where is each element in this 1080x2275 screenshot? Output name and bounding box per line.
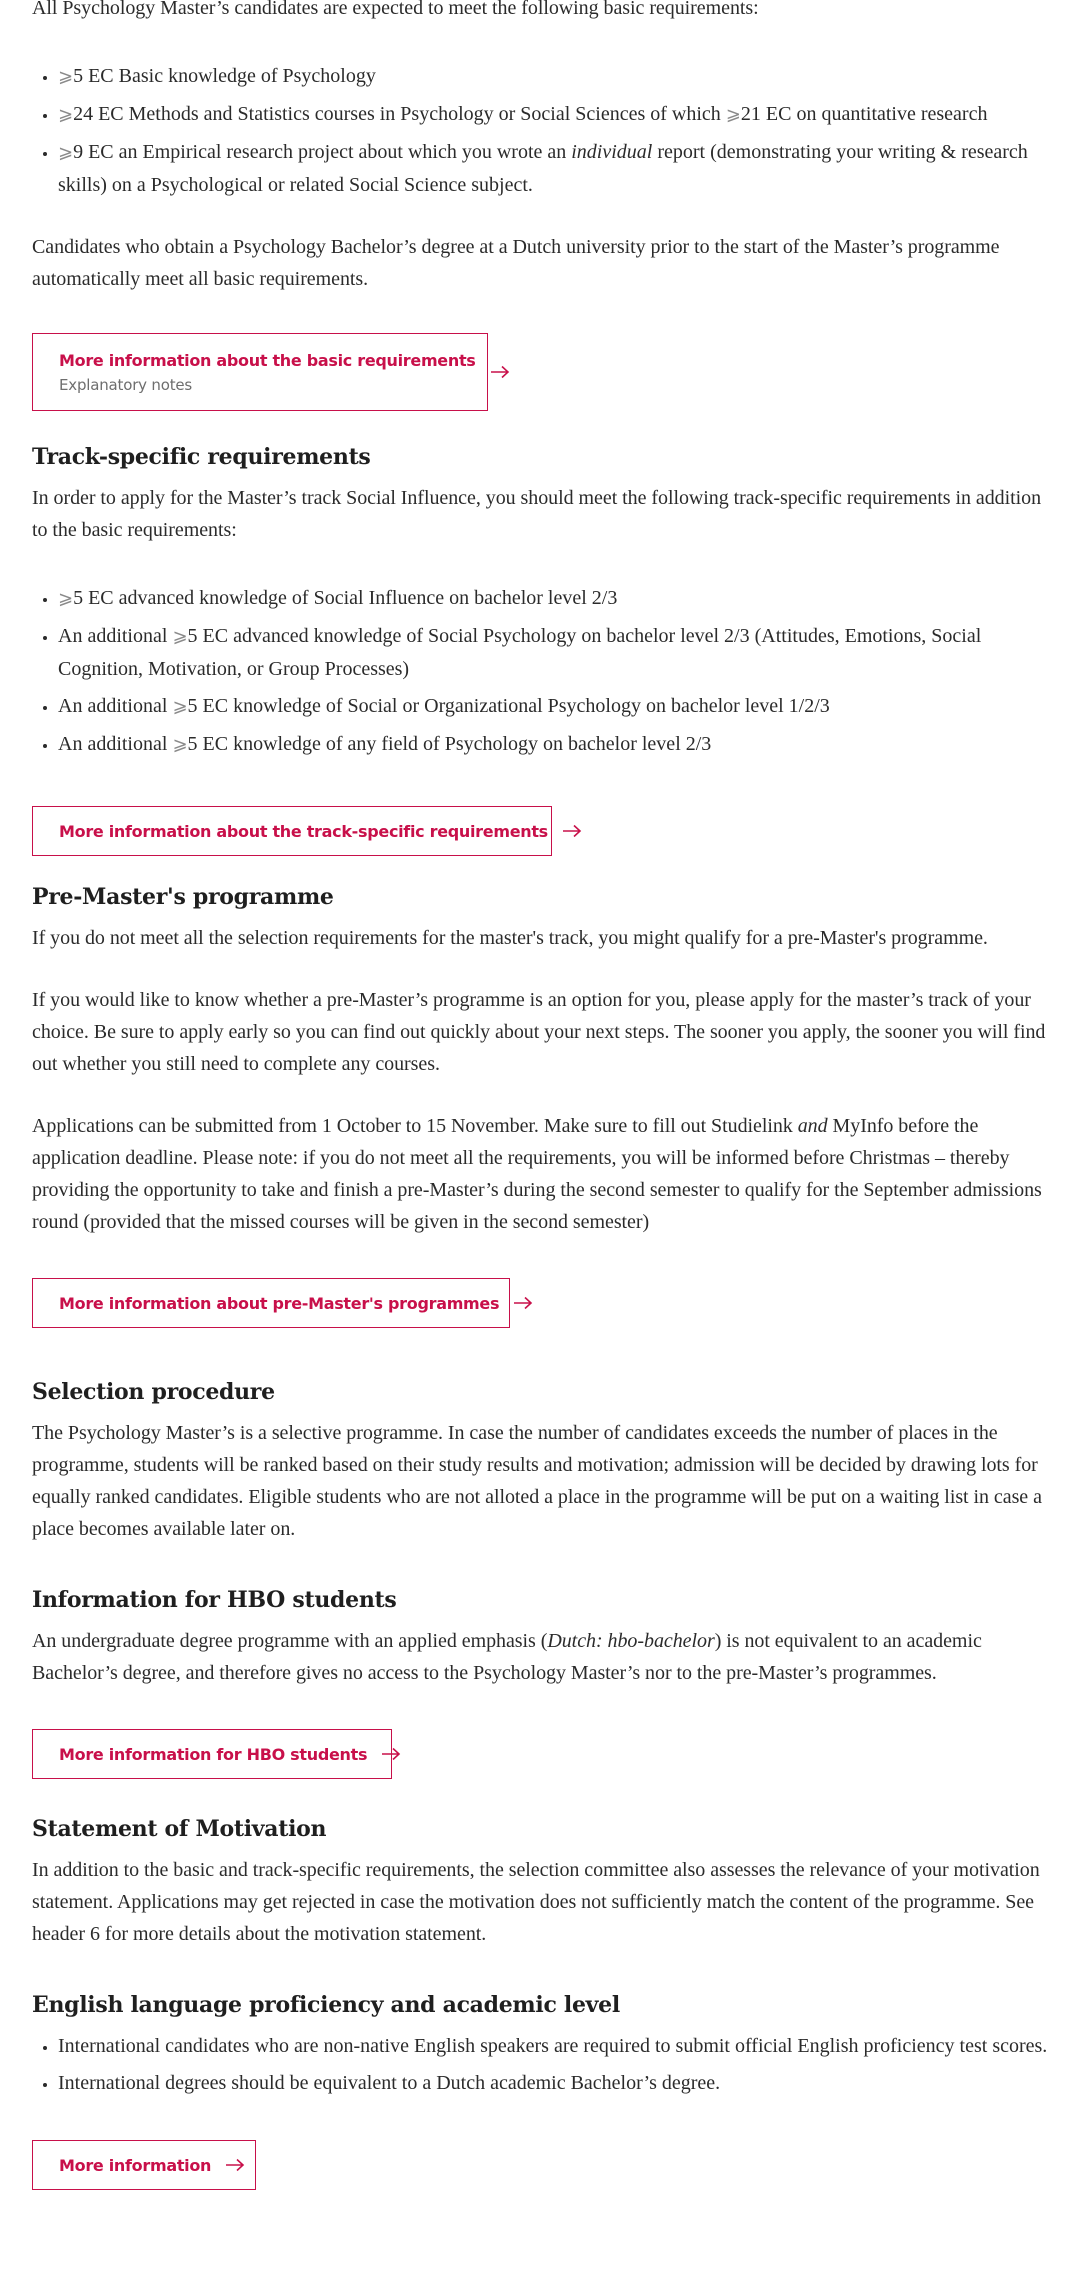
premaster-heading: Pre-Master's programme [32,884,334,910]
premaster-paragraph-2: If you would like to know whether a pre-Master’s programme is an option for you, please apply for the master’s track of your choice. Be sure to apply early so you can find out quickly about your next steps. The sooner you apply, the sooner you will find out whether you still need to complete any courses. [32,989,1046,1075]
button-label: More information about the basic requirements [59,350,476,370]
ge-symbol: ⩾ [725,104,741,125]
ge-symbol: ⩾ [58,66,74,87]
selection-paragraph: The Psychology Master’s is a selective programme. In case the number of candidates exceeds the number of places in the programme, students will be ranked based on their study results and motivation; admission will be decided by drawing lots for equally ranked candidates. Eligible students who are not alloted a place in the programme will be put on a waiting list in case a place becomes available later on. [32,1422,1042,1540]
list-item-text: report (demonstrating your writing & research skills) on a Psychological or related Social Science subject. [58,141,1028,196]
track-intro: In order to apply for the Master’s track Social Influence, you should meet the following track-specific requirements in addition to the basic requirements: [32,487,1042,541]
basic-requirements-list [32,60,1052,201]
hbo-paragraph [32,1625,1052,1689]
list-item: • International candidates who are non-native English speakers are required to submit official English proficiency test scores. [58,2030,1052,2062]
english-more-info-button[interactable] [32,2140,256,2190]
motivation-paragraph: In addition to the basic and track-specific requirements, the selection committee also assesses the relevance of your motivation statement. Applications may get rejected in case the motivation does not sufficiently match the content of the programme. See header 6 for more details about the motivation statement. [32,1859,1040,1945]
track-heading: Track-specific requirements [32,444,371,470]
list-item [58,136,1052,201]
emphasis-text: individual [571,141,653,163]
button-text-block [59,351,476,394]
basic-requirements-button[interactable] [32,333,488,411]
list-item [58,728,1052,761]
basic-requirements-section [32,0,1052,411]
emphasis-text: Dutch: hbo-bachelor [547,1630,715,1652]
list-item-prefix: An additional [58,695,173,717]
track-requirements-list [32,582,1052,761]
basic-note: Candidates who obtain a Psychology Bachelor’s degree at a Dutch university prior to the start of the Master’s programme automatically meet all basic requirements. [32,236,1000,290]
arrow-right-icon [562,824,582,838]
english-heading: English language proficiency and academic level [32,1992,620,2018]
motivation-heading: Statement of Motivation [32,1816,327,1842]
selection-section [32,1377,1052,1545]
arrow-right-icon [225,2158,245,2172]
list-item [58,582,1052,615]
button-label: More information about pre-Master's programmes [59,1293,500,1313]
ge-symbol: ⩾ [172,626,188,647]
hbo-heading: Information for HBO students [32,1587,397,1613]
paragraph-text: ) is not equivalent to an academic Bachelor’s degree, and therefore gives no access to the Psychology Master’s nor to the pre-Master’s programmes. [32,1630,982,1684]
button-label: More information [59,2155,212,2175]
list-item-text: 5 EC advanced knowledge of Social Influence on bachelor level 2/3 [73,587,618,609]
premaster-section [32,882,1052,1328]
track-requirements-button[interactable] [32,806,552,856]
ge-symbol: ⩾ [58,104,74,125]
list-item-prefix: An additional [58,733,173,755]
arrow-right-icon [381,1747,401,1761]
list-item [58,60,1052,93]
motivation-section [32,1814,1052,1950]
button-sublabel: Explanatory notes [59,375,193,394]
paragraph-text: An undergraduate degree programme with an applied emphasis ( [32,1630,548,1652]
hbo-section [32,1585,1052,1779]
english-section [32,1990,1052,2190]
track-requirements-section [32,442,1052,856]
english-requirements-list [32,2030,1052,2099]
paragraph-text: MyInfo before the application deadline. Please note: if you do not meet all the requirements, you will be informed before Christmas – thereby providing the opportunity to take and finish a pre-Master’s during the second semester to qualify for the September admissions round (provided that the missed courses will be given in the second semester) [32,1115,1042,1233]
list-item-prefix: An additional [58,625,173,647]
arrow-right-icon [490,365,510,379]
list-item-text: 5 EC advanced knowledge of Social Psychology on bachelor level 2/3 (Attitudes, Emotions, Social Cognition, Motivation, or Group Processes) [58,625,982,680]
list-item-text: 5 EC knowledge of Social or Organizational Psychology on bachelor level 1/2/3 [187,695,830,717]
ge-symbol: ⩾ [58,588,74,609]
premaster-paragraph-3 [32,1110,1052,1238]
list-item-text: 21 EC on quantitative research [740,103,988,125]
list-item [58,690,1052,723]
paragraph-text: Applications can be submitted from 1 October to 15 November. Make sure to fill out Studielink [32,1115,798,1137]
ge-symbol: ⩾ [58,142,74,163]
premaster-paragraph-1: If you do not meet all the selection requirements for the master's track, you might qualify for a pre-Master's programme. [32,927,988,949]
ge-symbol: ⩾ [172,734,188,755]
button-label: More information about the track-specific requirements [59,821,548,841]
list-item [58,98,1052,131]
premaster-button[interactable] [32,1278,510,1328]
hbo-button[interactable] [32,1729,392,1779]
list-item: • International degrees should be equivalent to a Dutch academic Bachelor’s degree. [58,2067,1052,2099]
arrow-right-icon [513,1296,533,1310]
emphasis-text: and [797,1115,828,1137]
basic-intro: All Psychology Master’s candidates are expected to meet the following basic requirements: [32,0,759,19]
button-label: More information for HBO students [59,1744,368,1764]
list-item-text: 24 EC Methods and Statistics courses in Psychology or Social Sciences of which [73,103,726,125]
selection-heading: Selection procedure [32,1379,275,1405]
list-item [58,620,1052,685]
ge-symbol: ⩾ [172,696,188,717]
list-item-text: 5 EC knowledge of any field of Psychology on bachelor level 2/3 [187,733,712,755]
list-item-text: 5 EC Basic knowledge of Psychology [73,65,376,87]
list-item-text: 9 EC an Empirical research project about which you wrote an [73,141,572,163]
